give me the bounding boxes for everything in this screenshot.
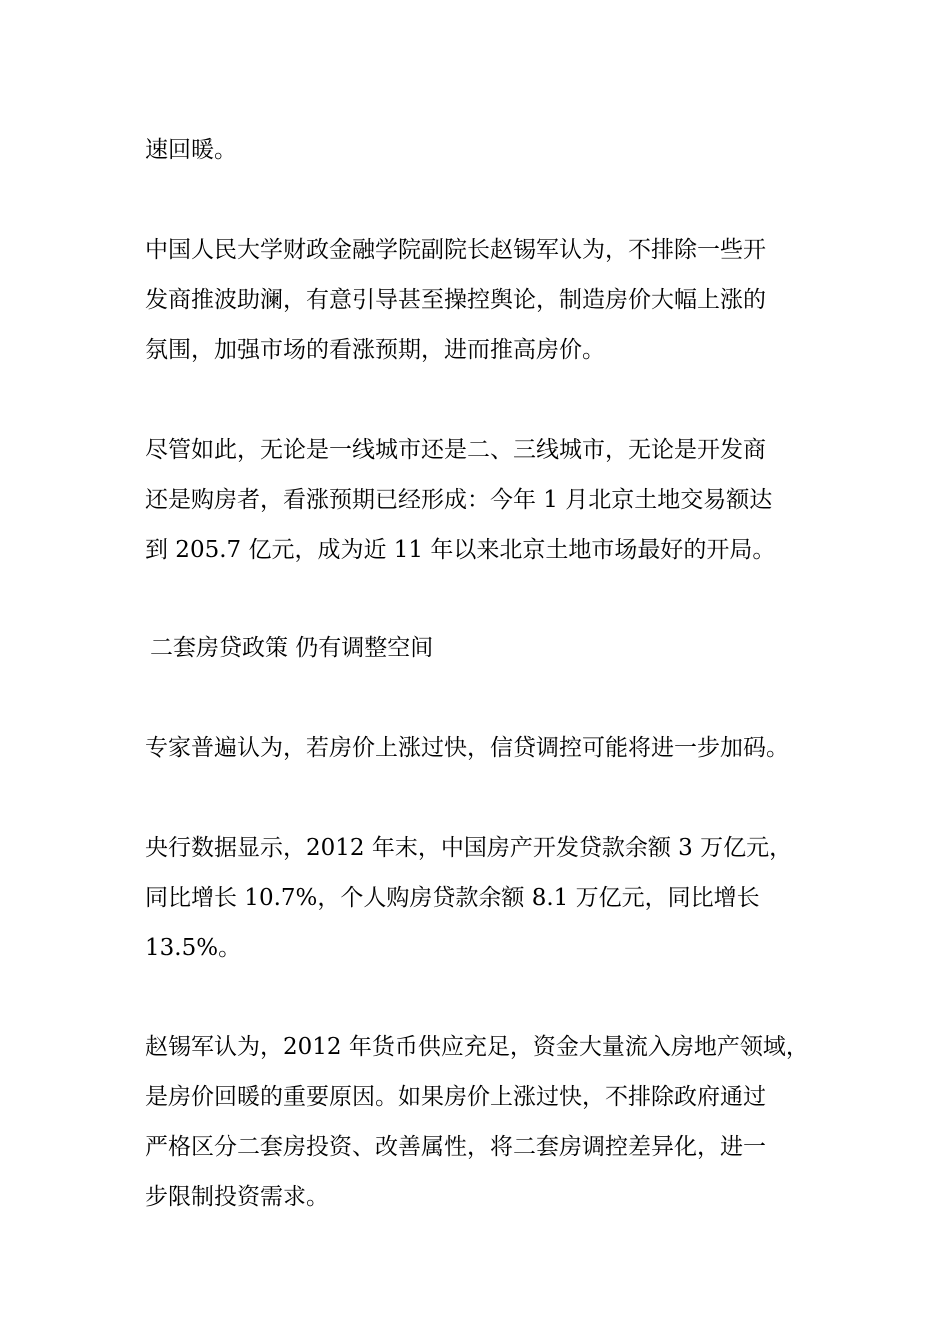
paragraph-line: 速回暖。 [145, 137, 237, 163]
paragraph-6 [145, 1022, 825, 1222]
paragraph-line: 尽管如此，无论是一线城市还是二、三线城市，无论是开发商 [145, 437, 766, 463]
paragraph-line: 13.5%。 [145, 935, 242, 961]
paragraph-line: 发商推波助澜，有意引导甚至操控舆论，制造房价大幅上涨的 [145, 287, 766, 313]
paragraph-line: 央行数据显示，2012 年末，中国房产开发贷款余额 3 万亿元， [145, 835, 793, 861]
paragraph-line: 赵锡军认为，2012 年货币供应充足，资金大量流入房地产领域， [145, 1034, 809, 1060]
paragraph-line: 步限制投资需求。 [145, 1184, 329, 1210]
heading-text: 二套房贷政策 仍有调整空间 [150, 635, 434, 661]
paragraph-3 [145, 425, 825, 575]
paragraph-4 [145, 723, 825, 773]
paragraph-line: 同比增长 10.7%，个人购房贷款余额 8.1 万亿元，同比增长 [145, 885, 760, 911]
paragraph-2 [145, 225, 825, 375]
paragraph-line: 中国人民大学财政金融学院副院长赵锡军认为，不排除一些开 [145, 237, 766, 263]
paragraph-5 [145, 823, 825, 973]
paragraph-line: 专家普遍认为，若房价上涨过快，信贷调控可能将进一步加码。 [145, 735, 789, 761]
paragraph-line: 氛围，加强市场的看涨预期，进而推高房价。 [145, 337, 605, 363]
paragraph-line: 还是购房者，看涨预期已经形成：今年 1 月北京土地交易额达 [145, 487, 773, 513]
paragraph-line: 是房价回暖的重要原因。如果房价上涨过快，不排除政府通过 [145, 1084, 766, 1110]
section-heading [150, 623, 830, 673]
paragraph-line: 到 205.7 亿元，成为近 11 年以来北京土地市场最好的开局。 [145, 537, 776, 563]
paragraph-line: 严格区分二套房投资、改善属性，将二套房调控差异化，进一 [145, 1134, 766, 1160]
paragraph-1 [145, 125, 825, 175]
